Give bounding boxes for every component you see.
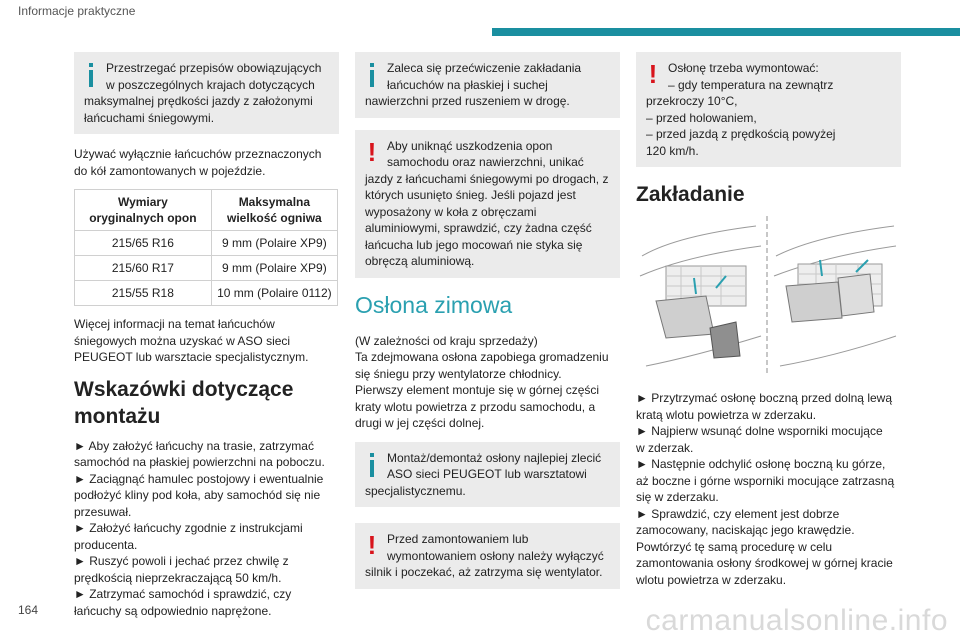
text-line: ► Zaciągnąć hamulec postojowy i ewentualnie xyxy=(74,471,324,486)
table-cell: 215/65 R16 xyxy=(75,231,212,256)
cover-installation-drawing xyxy=(636,216,898,376)
table-row xyxy=(75,256,338,281)
note-line: Montaż/demontaż osłony najlepiej zlecić xyxy=(387,450,602,465)
chains-paragraph xyxy=(74,146,339,179)
section-heading: Wskazówki dotyczące montażu xyxy=(74,377,294,428)
text-line: w zderzak. xyxy=(636,440,694,455)
table-row xyxy=(75,281,338,306)
winter-cover-illustration xyxy=(636,216,898,376)
note-line: ASO sieci PEUGEOT lub warsztatowi xyxy=(387,467,587,481)
note-line: Przestrzegać przepisów obowiązujących xyxy=(106,61,322,75)
table-cell: 10 mm (Polaire 0112) xyxy=(211,281,337,306)
text-line: ► Aby założyć łańcuchy na trasie, zatrzymać xyxy=(74,438,314,453)
note-line: nawierzchni przed ruszeniem w drogę. xyxy=(365,94,570,108)
text-line: samochód na płaskiej powierzchni na poboczu. xyxy=(74,455,325,469)
text-line: zamontowania osłony środkowej w górnej kracie xyxy=(636,556,893,570)
text-line: których usunięto śnieg. Jeśli pojazd jest xyxy=(365,188,576,202)
note-line: maksymalnej prędkości jazdy z założonymi xyxy=(84,94,313,108)
note-line: łańcuchów na płaskiej i suchej xyxy=(387,77,548,92)
text-line: wyposażony w koła z obręczami xyxy=(365,204,537,219)
note-line: Zaleca się przećwiczenie zakładania xyxy=(387,61,582,75)
text-line: przesuwał. xyxy=(74,504,132,519)
text-line: drugi w jej części dolnej. xyxy=(355,416,485,430)
column-1 xyxy=(74,52,339,629)
tire-chain-table xyxy=(74,189,338,306)
text-line: aż boczne i górne wsporniki mocujące zatrzasną xyxy=(636,473,895,488)
text-line: ► Przytrzymać osłonę boczną przed dolną lewą xyxy=(636,391,892,405)
page-number: 164 xyxy=(18,603,39,617)
info-note xyxy=(355,442,620,508)
info-icon xyxy=(365,450,379,478)
text-line: ► Najpierw wsunąć dolne wsporniki mocujące xyxy=(636,424,883,438)
note-line: wymontowaniem osłony należy wyłączyć xyxy=(387,548,604,563)
warning-icon: ! xyxy=(367,136,377,167)
note-line: silnik i poczekać, aż zatrzyma się wentylator. xyxy=(365,565,603,579)
text-line: ► Założyć łańcuchy zgodnie z instrukcjami xyxy=(74,521,303,535)
text-line: (W zależności od kraju sprzedaży) xyxy=(355,333,538,348)
text-line: Aby uniknąć uszkodzenia opon xyxy=(387,138,553,153)
text-line: Powtórzyć tę samą procedurę w celu xyxy=(636,539,833,554)
info-note xyxy=(74,52,339,134)
text-line: – gdy temperatura na zewnątrz xyxy=(668,77,834,92)
text-line: wlotu powietrza w zderzaku. xyxy=(636,572,787,587)
text-line: 120 km/h. xyxy=(646,143,699,158)
text-line: aluminiowymi, sprawdzić, czy żadna część xyxy=(365,221,592,235)
text-line: obręczą aluminiową. xyxy=(365,254,475,268)
text-line: Więcej informacji na temat łańcuchów xyxy=(74,317,275,331)
warning-icon: ! xyxy=(367,530,377,560)
info-icon xyxy=(365,60,379,88)
text-line: podłożyć kliny pod koła, aby samochód się nie xyxy=(74,488,321,502)
header-accent-bar xyxy=(492,28,960,36)
text-line: ► Następnie odchylić osłonę boczną ku górze, xyxy=(636,457,886,471)
table-cell: 215/60 R17 xyxy=(75,256,212,281)
column-header: Maksymalna wielkość ogniwa xyxy=(211,190,337,231)
column-header: Wymiary oryginalnych opon xyxy=(75,190,212,231)
mounting-steps xyxy=(74,438,339,620)
text-line: PEUGEOT lub warsztacie specjalistycznym. xyxy=(74,350,309,364)
note-line: w poszczególnych krajach dotyczących xyxy=(106,77,315,92)
text-line: – przed holowaniem, xyxy=(646,110,757,125)
table-cell: 9 mm (Polaire XP9) xyxy=(211,256,337,281)
column-2 xyxy=(355,52,620,601)
warning-note xyxy=(636,52,901,167)
table-cell: 9 mm (Polaire XP9) xyxy=(211,231,337,256)
text-line: producenta. xyxy=(74,537,138,552)
info-paragraph xyxy=(74,316,339,366)
text-line: łańcucha lub jego mocowań nie styka się xyxy=(365,237,583,252)
text-line: Osłonę trzeba wymontować: xyxy=(668,61,819,75)
info-icon xyxy=(84,60,98,88)
note-line: Przed zamontowaniem lub xyxy=(387,532,529,546)
text-line: ► Zatrzymać samochód i sprawdzić, czy xyxy=(74,587,292,601)
text-line: śniegowych można uzyskać w ASO sieci xyxy=(74,333,291,348)
text-line: Używać wyłącznie łańcuchów przeznaczonych xyxy=(74,147,322,161)
installation-steps xyxy=(636,390,901,588)
section-heading: Zakładanie xyxy=(636,183,745,206)
text-line: prędkością nieprzekraczającą 50 km/h. xyxy=(74,570,282,585)
info-note xyxy=(355,52,620,118)
watermark: carmanualsonline.info xyxy=(645,604,948,637)
winter-cover-paragraph xyxy=(355,333,620,432)
table-header-row xyxy=(75,190,338,231)
warning-note xyxy=(355,130,620,278)
warning-icon: ! xyxy=(648,59,658,89)
text-line: Ta zdejmowana osłona zapobiega gromadzeniu xyxy=(355,350,609,364)
table-cell: 215/55 R18 xyxy=(75,281,212,306)
text-line: zamocowany, naciskając jego krawędzie. xyxy=(636,523,855,537)
text-line: przekroczy 10°C, xyxy=(646,94,738,108)
note-line: specjalistycznemu. xyxy=(365,483,466,498)
text-line: – przed jazdą z prędkością powyżej xyxy=(646,127,836,141)
text-line: do kół zamontowanych w pojeździe. xyxy=(74,163,266,178)
note-line: łańcuchami śniegowymi. xyxy=(84,110,215,125)
text-line: się śniegu przy wentylatorze chłodnicy. xyxy=(355,366,562,381)
text-line: samochodu oraz nawierzchni, unikać xyxy=(387,155,584,169)
text-line: ► Ruszyć powoli i jechać przez chwilę z xyxy=(74,554,289,568)
text-line: ► Sprawdzić, czy element jest dobrze xyxy=(636,506,840,521)
column-3 xyxy=(636,52,901,598)
section-heading: Osłona zimowa xyxy=(355,291,513,318)
text-line: kratą wlotu powietrza w zderzaku. xyxy=(636,407,817,422)
text-line: Pierwszy element montuje się w górnej części xyxy=(355,383,600,397)
text-line: kraty wlotu powietrza z przodu samochodu, a xyxy=(355,399,596,414)
running-header: Informacje praktyczne xyxy=(18,4,136,18)
text-line: jazdy z łańcuchami śniegowymi po drogach, z xyxy=(365,171,609,186)
table-row xyxy=(75,231,338,256)
text-line: łańcuchy są odpowiednio naprężone. xyxy=(74,603,272,618)
text-line: się w zderzaku. xyxy=(636,490,719,504)
warning-note xyxy=(355,523,620,589)
